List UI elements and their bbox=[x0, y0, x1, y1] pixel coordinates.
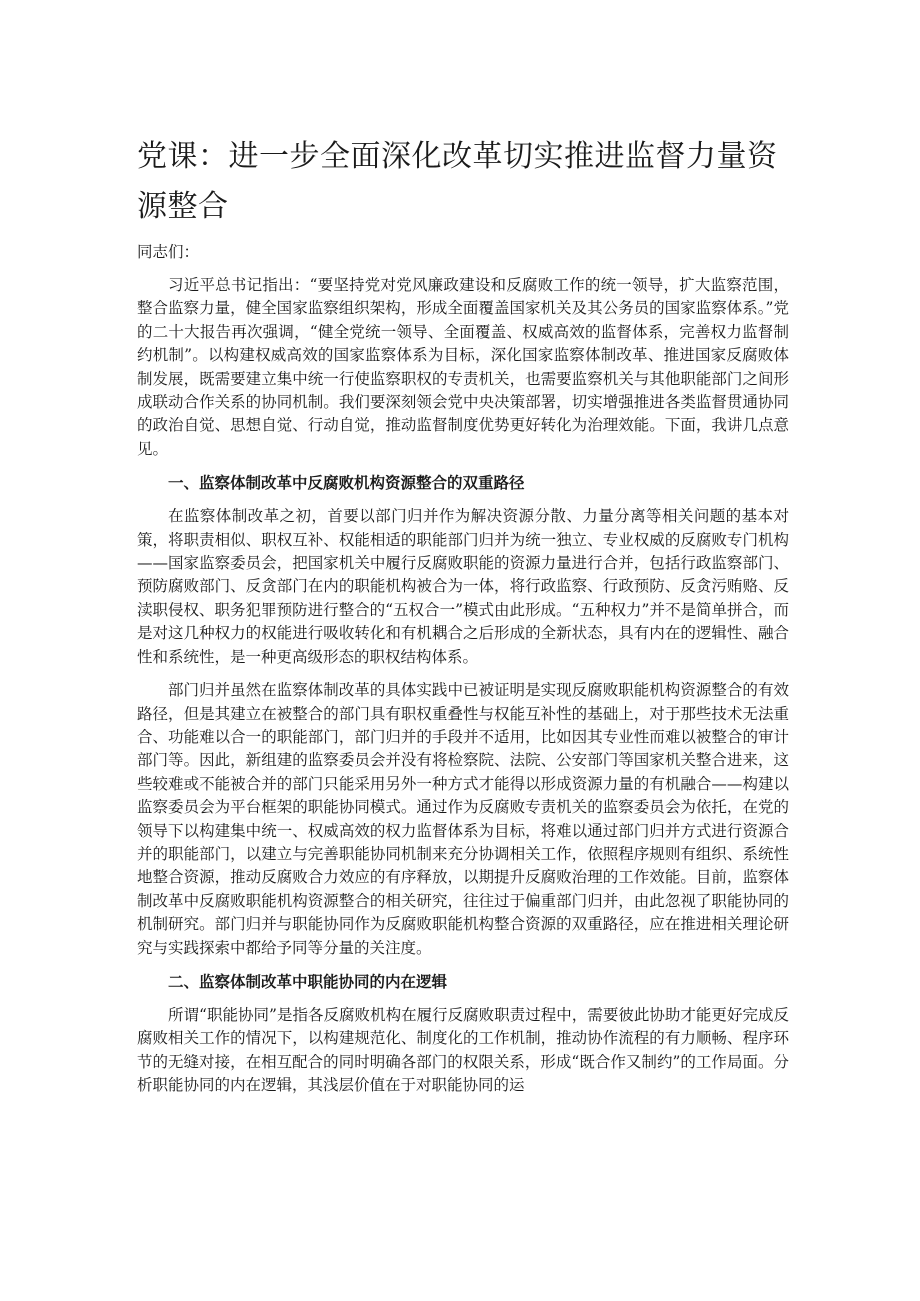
salutation: 同志们： bbox=[137, 243, 200, 261]
section-2-paragraph-1: 所谓“职能协同”是指各反腐败机构在履行反腐败职责过程中，需要彼此协助才能更好完成反腐败相关工作的情况下，以构建规范化、制度化的工作机制，推动协作流程的有力顺畅、程序环节的无缝对接，在相互配合的同时明确各部门的权限关系，形成“既合作又制约”的工作局面。分析职能协同的内在逻辑，其浅层价值在于对职能协同的运 bbox=[137, 1005, 789, 1095]
section-2-heading: 二、监察体制改革中职能协同的内在逻辑 bbox=[168, 972, 448, 991]
section-1-paragraph-2: 部门归并虽然在监察体制改革的具体实践中已被证明是实现反腐败职能机构资源整合的有效路径，但是其建立在被整合的部门具有职权重叠性与权能互补性的基础上，对于那些技术无法重合、功能难以合一的职能部门，部门归并的手段并不适用，比如因其专业性而难以被整合的审计部门等。因此，新组建的监察委员会并没有将检察院、法院、公安部门等国家机关整合进来，这些较难或不能被合并的部门只能采用另外一种方式才能得以形成资源力量的有机融合——构建以监察委员会为平台框架的职能协同模式。通过作为反腐败专责机关的监察委员会为依托，在党的领导下以构建集中统一、权威高效的权力监督体系为目标，将难以通过部门归并方式进行资源合并的职能部门，以建立与完善职能协同机制来充分协调相关工作，依照程序规则有组织、系统性地整合资源，推动反腐败合力效应的有序释放，以期提升反腐败治理的工作效能。目前，监察体制改革中反腐败职能机构资源整合的相关研究，往往过于偏重部门归并，由此忽视了职能协同的机制研究。部门归并与职能协同作为反腐败职能机构整合资源的双重路径，应在推进相关理论研究与实践探索中都给予同等分量的关注度。 bbox=[137, 681, 789, 957]
section-1-paragraph-1: 在监察体制改革之初，首要以部门归并作为解决资源分散、力量分离等相关问题的基本对策，将职责相似、职权互补、权能相适的职能部门归并为统一独立、专业权威的反腐败专门机构——国家监察委员会，把国家机关中履行反腐败职能的资源力量进行合并，包括行政监察部门、预防腐败部门、反贪部门在内的职能机构被合为一体，将行政监察、行政预防、反贪污贿赂、反渎职侵权、职务犯罪预防进行整合的“五权合一”模式由此形成。“五种权力”并不是简单拼合，而是对这几种权力的权能进行吸收转化和有机耦合之后形成的全新状态，具有内在的逻辑性、融合性和系统性，是一种更高级形态的职权结构体系。 bbox=[137, 507, 789, 666]
document-title: 党课：进一步全面深化改革切实推进监督力量资源整合 bbox=[137, 139, 778, 224]
intro-paragraph: 习近平总书记指出：“要坚持党对党风廉政建设和反腐败工作的统一领导，扩大监察范围，整合监察力量，健全国家监察组织架构，形成全面覆盖国家机关及其公务员的国家监察体系。”党的二十大报告再次强调，“健全党统一领导、全面覆盖、权威高效的监督体系，完善权力监督制约机制”。以构建权威高效的国家监察体系为目标，深化国家监察体制改革、推进国家反腐败体制发展，既需要建立集中统一行使监察职权的专责机关，也需要监察机关与其他职能部门之间形成联动合作关系的协同机制。我们要深刻领会党中央决策部署，切实增强推进各类监督贯通协同的政治自觉、思想自觉、行动自觉，推动监督制度优势更好转化为治理效能。下面，我讲几点意见。 bbox=[137, 276, 789, 458]
section-1-heading: 一、监察体制改革中反腐败机构资源整合的双重路径 bbox=[168, 474, 525, 493]
document-page bbox=[137, 132, 789, 1108]
